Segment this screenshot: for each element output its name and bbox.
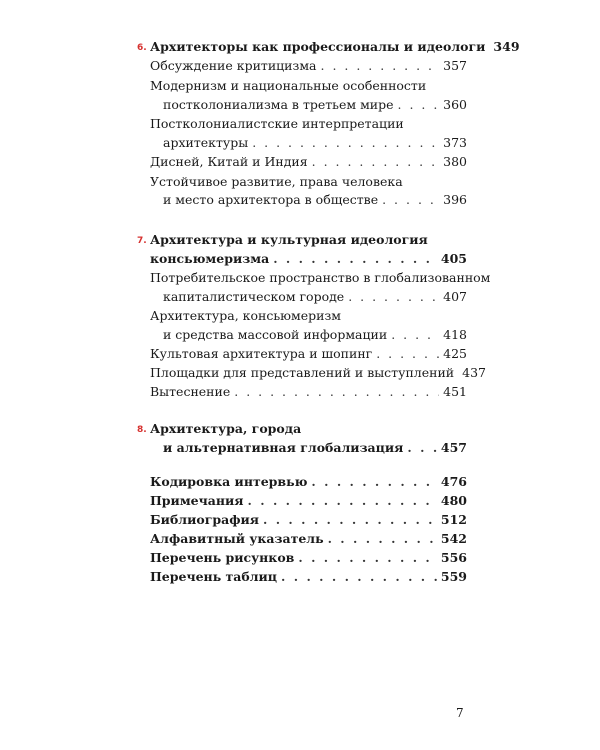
leader-dots <box>248 492 437 510</box>
entry-label: Обсуждение критицизма <box>150 58 317 73</box>
toc-entry[interactable] <box>163 288 467 307</box>
toc-entry-chapter-title[interactable] <box>150 250 467 269</box>
entry-page: 380 <box>443 154 467 169</box>
entry-page: 418 <box>443 327 467 342</box>
page-number: 7 <box>456 706 464 720</box>
toc-entry-backmatter[interactable] <box>150 492 467 511</box>
toc-entry[interactable] <box>150 364 486 383</box>
leader-dots <box>252 134 439 152</box>
toc-entry-backmatter[interactable] <box>150 568 467 587</box>
chapter-number: 6. <box>137 43 147 53</box>
entry-page: 512 <box>440 512 467 527</box>
toc-entry[interactable] <box>150 383 467 402</box>
toc-entry-backmatter[interactable] <box>150 530 467 549</box>
toc-entry[interactable] <box>150 345 467 364</box>
entry-label: Кодировка интервью <box>150 474 308 489</box>
entry-label-line1: Архитектура, консьюмеризм <box>150 308 341 323</box>
entry-page: 542 <box>440 531 467 546</box>
entry-label: архитектуры <box>163 135 249 150</box>
entry-label: Площадки для представлений и выступлений <box>150 365 455 380</box>
entry-page: 437 <box>462 365 486 380</box>
entry-page: 559 <box>440 569 467 584</box>
toc-entry[interactable] <box>163 326 467 345</box>
entry-label: Алфавитный указатель <box>150 531 324 546</box>
leader-dots <box>376 345 439 363</box>
entry-label: Дисней, Китай и Индия <box>150 154 308 169</box>
entry-page: 357 <box>443 58 467 73</box>
leader-dots <box>407 439 437 457</box>
leader-dots <box>328 530 437 548</box>
entry-page: 407 <box>443 289 467 304</box>
entry-page: 480 <box>440 493 467 508</box>
entry-label-line1: Постколониалистские интерпретации <box>150 116 404 131</box>
entry-page: 349 <box>493 39 520 54</box>
leader-dots <box>321 57 440 75</box>
toc-entry[interactable] <box>163 191 467 210</box>
chapter-title-line1: Архитектура и культурная идеология <box>150 232 428 247</box>
leader-dots <box>298 549 437 567</box>
entry-label: Вытеснение <box>150 384 231 399</box>
leader-dots <box>312 153 440 171</box>
entry-page: 405 <box>440 251 467 266</box>
entry-label: постколониализма в третьем мире <box>163 97 394 112</box>
entry-label: капиталистическом городе <box>163 289 345 304</box>
toc-entry-backmatter[interactable] <box>150 473 467 492</box>
toc-entry-backmatter[interactable] <box>150 549 467 568</box>
entry-page: 425 <box>443 346 467 361</box>
entry-page: 373 <box>443 135 467 150</box>
entry-label: Примечания <box>150 493 244 508</box>
toc-entry-chapter-title[interactable] <box>163 439 467 458</box>
toc-entry-chapter-title[interactable] <box>150 38 520 57</box>
leader-dots <box>311 473 437 491</box>
leader-dots <box>382 191 439 209</box>
entry-page: 451 <box>443 384 467 399</box>
leader-dots <box>273 250 437 268</box>
entry-label: Библиография <box>150 512 259 527</box>
toc-entry[interactable] <box>163 134 467 153</box>
toc-entry[interactable] <box>150 57 467 76</box>
leader-dots <box>398 96 440 114</box>
entry-label-line1: Потребительское пространство в глобализованном <box>150 270 491 285</box>
entry-label: Перечень таблиц <box>150 569 278 584</box>
entry-page: 556 <box>440 550 467 565</box>
entry-label: Перечень рисунков <box>150 550 295 565</box>
toc-entry-backmatter[interactable] <box>150 511 467 530</box>
entry-label: и место архитектора в обществе <box>163 192 379 207</box>
chapter-number: 8. <box>137 425 147 435</box>
entry-label: консьюмеризма <box>150 251 270 266</box>
entry-page: 396 <box>443 192 467 207</box>
entry-label: и альтернативная глобализация <box>163 440 404 455</box>
leader-dots <box>234 383 439 401</box>
toc-entry[interactable] <box>150 153 467 172</box>
entry-label-line1: Устойчивое развитие, права человека <box>150 174 403 189</box>
entry-page: 476 <box>440 474 467 489</box>
entry-page: 457 <box>440 440 467 455</box>
entry-label: Архитекторы как профессионалы и идеологи <box>150 39 486 54</box>
chapter-number: 7. <box>137 236 147 246</box>
entry-label-line1: Модернизм и национальные особенности <box>150 78 427 93</box>
leader-dots <box>281 568 437 586</box>
toc-entry[interactable] <box>163 96 467 115</box>
chapter-title-line1: Архитектура, города <box>150 421 302 436</box>
entry-page: 360 <box>443 97 467 112</box>
leader-dots <box>348 288 439 306</box>
leader-dots <box>391 326 439 344</box>
leader-dots <box>263 511 437 529</box>
entry-label: Культовая архитектура и шопинг <box>150 346 373 361</box>
entry-label: и средства массовой информации <box>163 327 388 342</box>
